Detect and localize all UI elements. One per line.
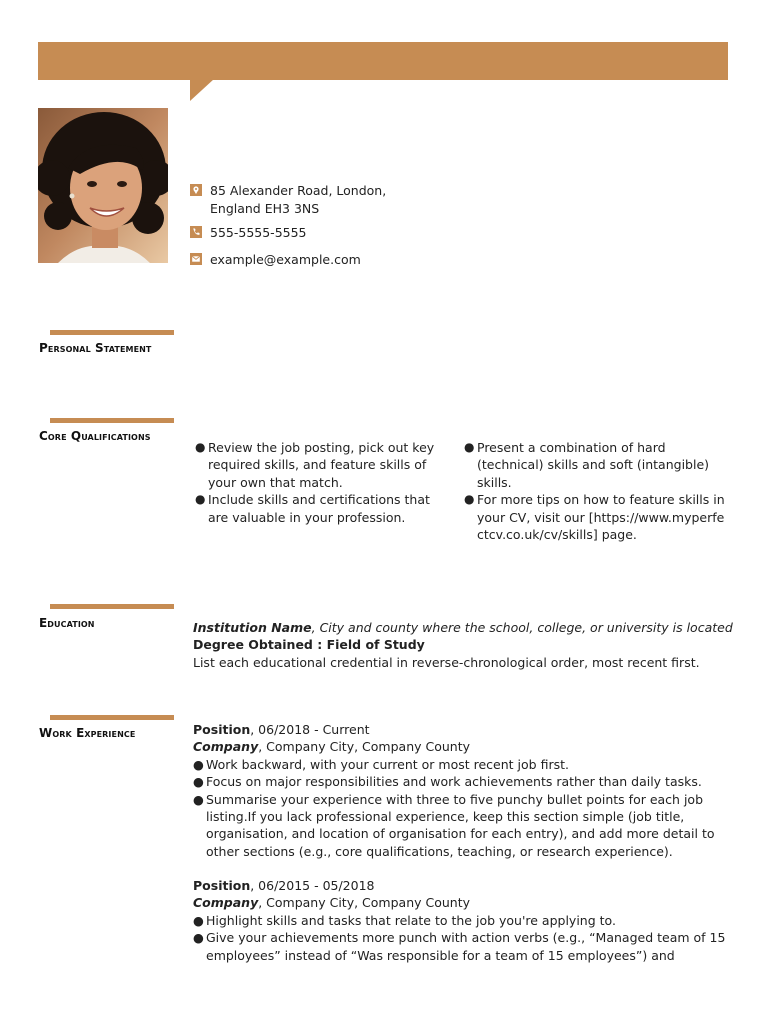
- bullet-icon: ●: [193, 930, 204, 946]
- job-dates: , 06/2015 - 05/2018: [250, 878, 375, 893]
- address-line-2: England EH3 3NS: [210, 200, 320, 216]
- degree-line: Degree Obtained : Field of Study: [193, 637, 425, 653]
- bullet-icon: ●: [193, 791, 204, 807]
- list-item: [464, 491, 730, 543]
- company-line: [193, 894, 728, 911]
- header-banner: [38, 42, 728, 80]
- phone-text: 555-5555-5555: [210, 225, 307, 240]
- job-bullet-text: Summarise your experience with three to five punchy bullet points for each job listing.If you lack professional experience, keep this section simple (job title, organisation, and location of organisation for each entry), and add more detail to other sections (e.g., core qualifications, teaching, or research experience).: [206, 791, 715, 859]
- phone-icon: [190, 226, 202, 238]
- company-name: Company: [193, 895, 259, 911]
- job-dates: , 06/2018 - Current: [250, 722, 370, 737]
- education-institution-line: [193, 619, 733, 636]
- list-item: [195, 491, 451, 526]
- qualifications-left-column: [195, 439, 451, 526]
- qualification-text: For more tips on how to feature skills in your CV, visit our [https://www.myperfectcv.co.uk/cv/skills] page.: [477, 492, 725, 543]
- bullet-icon: ●: [195, 492, 206, 507]
- work-entry: [193, 877, 728, 964]
- work-entry: [193, 721, 728, 860]
- qualifications-right-column: [464, 439, 730, 543]
- section-divider: [50, 418, 174, 423]
- institution-name: Institution Name: [193, 620, 312, 635]
- institution-location: , City and county where the school, college, or university is located: [311, 620, 733, 635]
- list-item: [193, 756, 728, 773]
- section-divider: [50, 604, 174, 609]
- list-item: [193, 929, 728, 964]
- section-divider: [50, 330, 174, 335]
- job-bullet-text: Work backward, with your current or most recent job first.: [206, 756, 569, 772]
- education-entry: [193, 619, 733, 671]
- company-name: Company: [193, 739, 259, 755]
- email-text: example@example.com: [210, 252, 361, 267]
- address-text: [210, 182, 386, 217]
- bullet-icon: ●: [464, 492, 475, 507]
- qualification-text: Review the job posting, pick out key required skills, and feature skills of your own that match.: [208, 440, 435, 490]
- bullet-icon: ●: [193, 774, 204, 790]
- bullet-icon: ●: [464, 440, 475, 454]
- list-item: [464, 439, 730, 491]
- company-location: , Company City, Company County: [258, 895, 471, 911]
- envelope-icon: [190, 253, 202, 265]
- bullet-icon: ●: [193, 756, 204, 772]
- qualification-text: Present a combination of hard (technical) skills and soft (intangible) skills.: [477, 440, 710, 490]
- profile-photo-graphic: [38, 108, 168, 263]
- section-title-work-experience: Work Experience: [39, 726, 136, 740]
- bullet-icon: ●: [193, 912, 204, 928]
- list-item: [193, 773, 728, 790]
- job-position: Position: [193, 878, 251, 893]
- section-title-education: Education: [39, 616, 95, 630]
- job-title-line: [193, 877, 728, 894]
- company-line: [193, 738, 728, 755]
- banner-notch: [190, 79, 214, 101]
- section-divider: [50, 715, 174, 720]
- section-title-personal-statement: Personal Statement: [39, 341, 152, 355]
- company-location: , Company City, Company County: [258, 739, 471, 755]
- list-item: [193, 912, 728, 929]
- address-line-1: 85 Alexander Road, London,: [210, 183, 387, 198]
- job-bullet-text: Focus on major responsibilities and work achievements rather than daily tasks.: [206, 774, 702, 790]
- location-pin-icon: [190, 184, 202, 196]
- job-bullet-text: Highlight skills and tasks that relate to the job you're applying to.: [206, 912, 616, 928]
- list-item: [193, 791, 728, 861]
- profile-photo: [38, 108, 168, 263]
- job-bullet-text: Give your achievements more punch with action verbs (e.g., “Managed team of 15 employees” instead of “Was responsible for a team of 15 employees”) and: [206, 930, 726, 963]
- section-title-core-qualifications: Core Qualifications: [39, 429, 151, 443]
- education-description: List each educational credential in reverse-chronological order, most recent first.: [193, 654, 700, 670]
- bullet-icon: ●: [195, 440, 206, 454]
- job-position: Position: [193, 722, 251, 737]
- job-title-line: [193, 721, 728, 738]
- qualification-text: Include skills and certifications that are valuable in your profession.: [208, 492, 430, 525]
- list-item: [195, 439, 451, 491]
